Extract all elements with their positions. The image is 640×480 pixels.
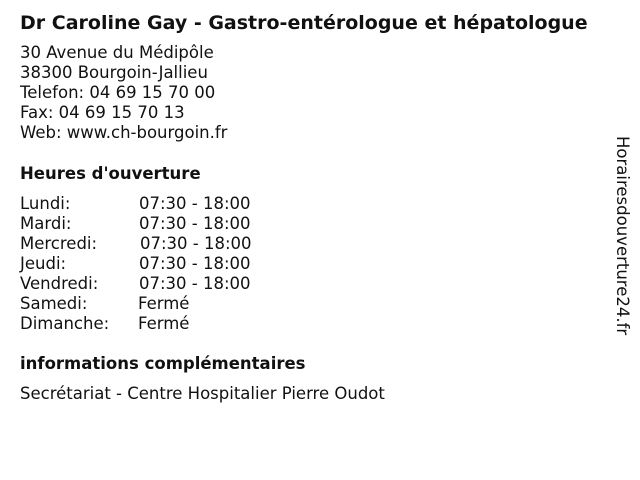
- time-value: 07:30 - 18:00: [139, 254, 251, 273]
- opening-hours-heading: Heures d'ouverture: [20, 164, 201, 183]
- day-label: Mercredi:: [20, 234, 98, 253]
- time-value: 07:30 - 18:00: [140, 234, 252, 253]
- fax-number: Fax: 04 69 15 70 13: [20, 103, 185, 122]
- address-street: 30 Avenue du Médipôle: [20, 43, 214, 62]
- day-label: Jeudi:: [20, 254, 67, 273]
- time-value: Fermé: [138, 314, 190, 333]
- day-label: Samedi:: [20, 294, 88, 313]
- additional-info-heading: informations complémentaires: [20, 354, 306, 373]
- day-label: Lundi:: [20, 194, 71, 213]
- page-title: Dr Caroline Gay - Gastro-entérologue et hépatologue: [20, 12, 588, 34]
- day-label: Mardi:: [20, 214, 72, 233]
- day-label: Dimanche:: [20, 314, 110, 333]
- time-value: 07:30 - 18:00: [139, 194, 251, 213]
- watermark: [612, 136, 632, 346]
- additional-info-text: Secrétariat - Centre Hospitalier Pierre Oudot: [20, 384, 385, 403]
- watermark-text: Horairesdouverture24.fr: [613, 136, 632, 336]
- address-city: 38300 Bourgoin-Jallieu: [20, 63, 208, 82]
- contact-block: [20, 43, 227, 143]
- time-value: Fermé: [138, 294, 190, 313]
- website: Web: www.ch-bourgoin.fr: [20, 123, 228, 142]
- time-value: 07:30 - 18:00: [139, 274, 251, 293]
- time-value: 07:30 - 18:00: [139, 214, 251, 233]
- day-label: Vendredi:: [20, 274, 99, 293]
- phone-number: Telefon: 04 69 15 70 00: [20, 83, 216, 102]
